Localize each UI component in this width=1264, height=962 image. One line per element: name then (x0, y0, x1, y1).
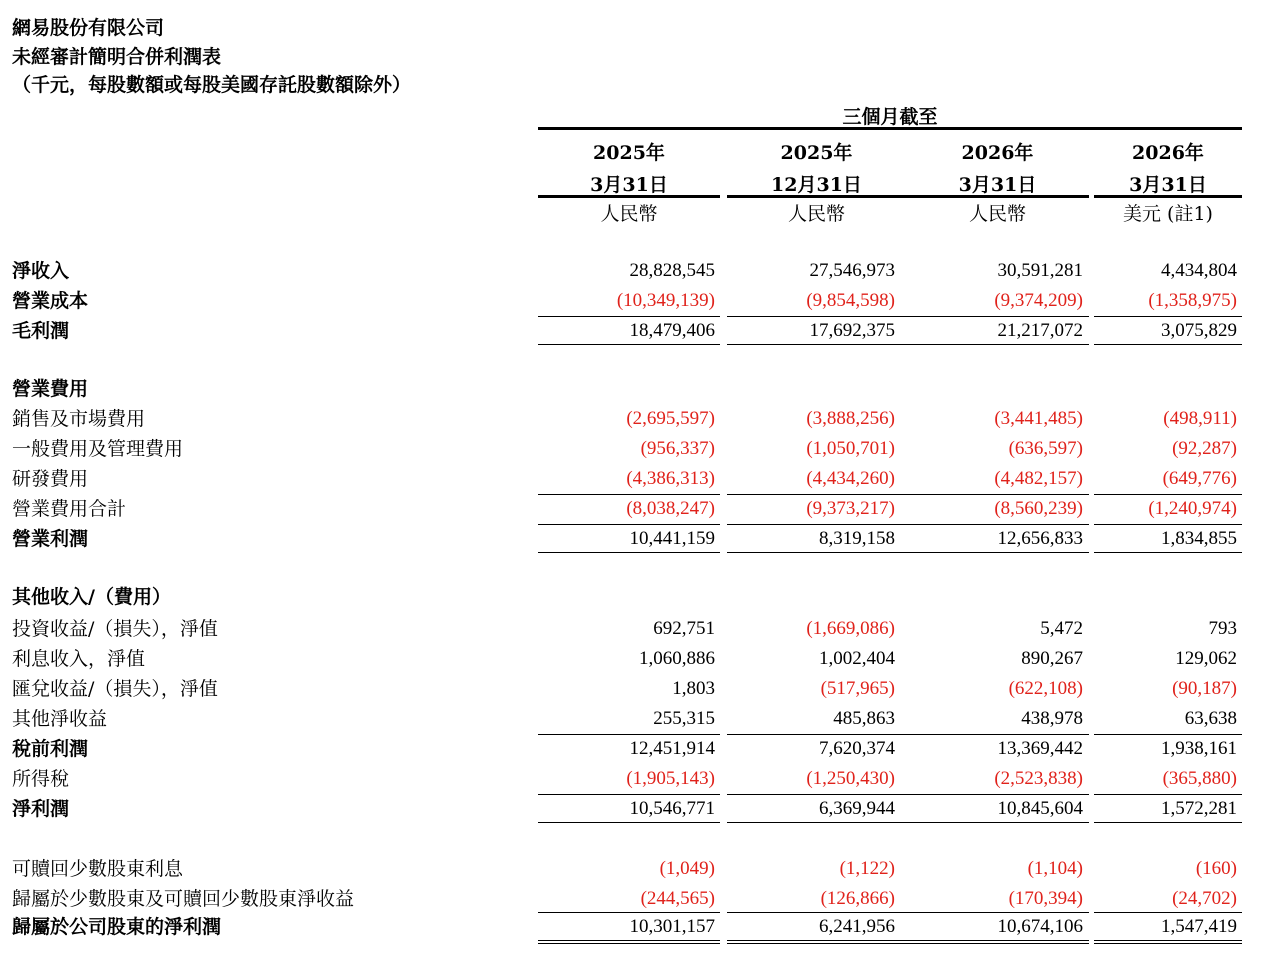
total-rule (906, 822, 1089, 823)
cell-value: 129,062 (1175, 648, 1237, 669)
row-label: 淨利潤 (12, 798, 70, 820)
cell-value: 1,002,404 (819, 648, 895, 669)
cell-value: 10,845,604 (997, 798, 1083, 819)
double-total-rule (1094, 943, 1242, 944)
cell-value: 10,546,771 (629, 798, 715, 819)
cell-value: (2,695,597) (626, 408, 715, 429)
cell-value: (956,337) (640, 438, 715, 459)
cell-value: 27,546,973 (809, 260, 895, 281)
cell-value: (1,250,430) (806, 768, 895, 789)
cell-value: 4,434,804 (1161, 260, 1237, 281)
subtotal-rule (538, 316, 720, 317)
row-label: 淨收入 (12, 260, 70, 282)
cell-value: (244,565) (640, 888, 715, 909)
subtotal-rule (538, 912, 720, 913)
total-rule (727, 344, 906, 345)
cell-value: (9,373,217) (806, 498, 895, 519)
double-total-rule (538, 943, 720, 944)
cell-value: 793 (1208, 618, 1237, 639)
cell-value: 438,978 (1021, 708, 1083, 729)
column-year: 2025年 (780, 142, 853, 164)
cell-value: (365,880) (1162, 768, 1237, 789)
cell-value: (10,349,139) (616, 290, 715, 311)
total-rule (906, 344, 1089, 345)
cell-value: (8,038,247) (626, 498, 715, 519)
unit-note: （千元，每股數額或每股美國存託股數額除外） (12, 74, 412, 96)
cell-value: (1,122) (839, 858, 895, 879)
row-label: 研發費用 (12, 468, 89, 490)
row-label: 營業費用合計 (12, 498, 127, 520)
cell-value: (170,394) (1008, 888, 1083, 909)
cell-value: 13,369,442 (997, 738, 1083, 759)
cell-value: 30,591,281 (997, 260, 1083, 281)
subtotal-rule (727, 912, 906, 913)
column-currency: 人民幣 (600, 203, 658, 225)
cell-value: (1,669,086) (806, 618, 895, 639)
period-header: 三個月截至 (842, 106, 938, 128)
cell-value: 12,451,914 (629, 738, 715, 759)
row-label: 利息收入，淨值 (12, 648, 146, 670)
cell-value: 8,319,158 (819, 528, 895, 549)
cell-value: (9,374,209) (994, 290, 1083, 311)
cell-value: 21,217,072 (997, 320, 1083, 341)
double-total-rule (1094, 940, 1242, 941)
column-year: 2026年 (961, 142, 1034, 164)
subtotal-rule (906, 912, 1089, 913)
subtotal-rule (538, 734, 720, 735)
double-total-rule (727, 943, 906, 944)
subtotal-rule (1094, 912, 1242, 913)
total-rule (538, 822, 720, 823)
subtotal-rule (906, 524, 1089, 525)
double-total-rule (538, 940, 720, 941)
row-label: 營業利潤 (12, 528, 89, 550)
subtotal-rule (727, 794, 906, 795)
cell-value: (517,965) (820, 678, 895, 699)
cell-value: (636,597) (1008, 438, 1083, 459)
cell-value: 28,828,545 (629, 260, 715, 281)
row-label: 所得稅 (12, 768, 70, 790)
subtotal-rule (1094, 734, 1242, 735)
column-header-rule (906, 195, 1089, 198)
cell-value: 5,472 (1040, 618, 1083, 639)
column-date: 3月31日 (958, 174, 1037, 196)
cell-value: 6,241,956 (819, 916, 895, 937)
column-header-rule (727, 195, 906, 198)
total-rule (1094, 822, 1242, 823)
row-label: 歸屬於公司股東的淨利潤 (12, 916, 222, 938)
row-label: 其他淨收益 (12, 708, 108, 730)
column-header-rule (1094, 195, 1242, 198)
cell-value: 17,692,375 (809, 320, 895, 341)
subtotal-rule (906, 316, 1089, 317)
cell-value: (649,776) (1162, 468, 1237, 489)
subtotal-rule (1094, 316, 1242, 317)
cell-value: (498,911) (1163, 408, 1237, 429)
column-year: 2026年 (1132, 142, 1204, 164)
total-rule (538, 344, 720, 345)
cell-value: (8,560,239) (994, 498, 1083, 519)
cell-value: (90,187) (1172, 678, 1237, 699)
cell-value: 1,572,281 (1161, 798, 1237, 819)
cell-value: 890,267 (1021, 648, 1083, 669)
cell-value: (1,905,143) (626, 768, 715, 789)
cell-value: (1,104) (1027, 858, 1083, 879)
cell-value: 12,656,833 (997, 528, 1083, 549)
cell-value: (1,049) (659, 858, 715, 879)
cell-value: (3,441,485) (994, 408, 1083, 429)
cell-value: 692,751 (653, 618, 715, 639)
cell-value: 10,441,159 (629, 528, 715, 549)
subtotal-rule (906, 734, 1089, 735)
row-label: 可贖回少數股東利息 (12, 858, 184, 880)
cell-value: (1,240,974) (1148, 498, 1237, 519)
cell-value: 10,301,157 (629, 916, 715, 937)
subtotal-rule (727, 494, 906, 495)
row-label: 匯兌收益/（損失），淨值 (12, 678, 218, 700)
row-label: 毛利潤 (12, 320, 70, 342)
column-date: 3月31日 (590, 174, 668, 196)
total-rule (727, 822, 906, 823)
row-label: 營業成本 (12, 290, 89, 312)
total-rule (538, 552, 720, 553)
cell-value: (1,358,975) (1148, 290, 1237, 311)
subtotal-rule (538, 524, 720, 525)
column-currency: 人民幣 (968, 203, 1026, 225)
cell-value: (4,482,157) (994, 468, 1083, 489)
cell-value: 7,620,374 (819, 738, 895, 759)
cell-value: 10,674,106 (997, 916, 1083, 937)
column-date: 3月31日 (1129, 174, 1207, 196)
cell-value: 18,479,406 (629, 320, 715, 341)
cell-value: (160) (1195, 858, 1237, 879)
cell-value: (92,287) (1172, 438, 1237, 459)
company-name: 網易股份有限公司 (12, 17, 165, 39)
double-total-rule (906, 940, 1089, 941)
double-total-rule (906, 943, 1089, 944)
cell-value: 3,075,829 (1161, 320, 1237, 341)
total-rule (906, 552, 1089, 553)
subtotal-rule (1094, 494, 1242, 495)
subtotal-rule (906, 794, 1089, 795)
cell-value: (4,386,313) (626, 468, 715, 489)
row-label: 營業費用 (12, 378, 89, 400)
row-label: 稅前利潤 (12, 738, 89, 760)
cell-value: 1,834,855 (1161, 528, 1237, 549)
total-rule (727, 552, 906, 553)
double-total-rule (727, 940, 906, 941)
cell-value: (126,866) (820, 888, 895, 909)
column-header-rule (538, 195, 720, 198)
cell-value: (9,854,598) (806, 290, 895, 311)
subtotal-rule (1094, 524, 1242, 525)
cell-value: 63,638 (1184, 708, 1237, 729)
column-currency: 美元 (註1) (1123, 203, 1213, 225)
cell-value: (622,108) (1008, 678, 1083, 699)
cell-value: 255,315 (653, 708, 715, 729)
cell-value: 1,060,886 (639, 648, 715, 669)
statement-title: 未經審計簡明合併利潤表 (12, 46, 222, 68)
cell-value: 1,803 (672, 678, 715, 699)
column-year: 2025年 (593, 142, 665, 164)
subtotal-rule (727, 524, 906, 525)
total-rule (1094, 552, 1242, 553)
period-rule (538, 127, 1242, 130)
row-label: 歸屬於少數股東及可贖回少數股東淨收益 (12, 888, 355, 910)
subtotal-rule (727, 734, 906, 735)
subtotal-rule (538, 794, 720, 795)
cell-value: 1,938,161 (1161, 738, 1237, 759)
subtotal-rule (538, 494, 720, 495)
column-currency: 人民幣 (787, 203, 845, 225)
row-label: 銷售及市場費用 (12, 408, 146, 430)
cell-value: 485,863 (833, 708, 895, 729)
cell-value: (2,523,838) (994, 768, 1083, 789)
cell-value: (1,050,701) (806, 438, 895, 459)
row-label: 一般費用及管理費用 (12, 438, 184, 460)
cell-value: 1,547,419 (1161, 916, 1237, 937)
row-label: 其他收入/（費用） (12, 586, 171, 608)
cell-value: 6,369,944 (819, 798, 895, 819)
cell-value: (3,888,256) (806, 408, 895, 429)
subtotal-rule (727, 316, 906, 317)
cell-value: (4,434,260) (806, 468, 895, 489)
subtotal-rule (1094, 794, 1242, 795)
column-date: 12月31日 (771, 174, 862, 196)
row-label: 投資收益/（損失），淨值 (12, 618, 218, 640)
cell-value: (24,702) (1172, 888, 1237, 909)
total-rule (1094, 344, 1242, 345)
subtotal-rule (906, 494, 1089, 495)
